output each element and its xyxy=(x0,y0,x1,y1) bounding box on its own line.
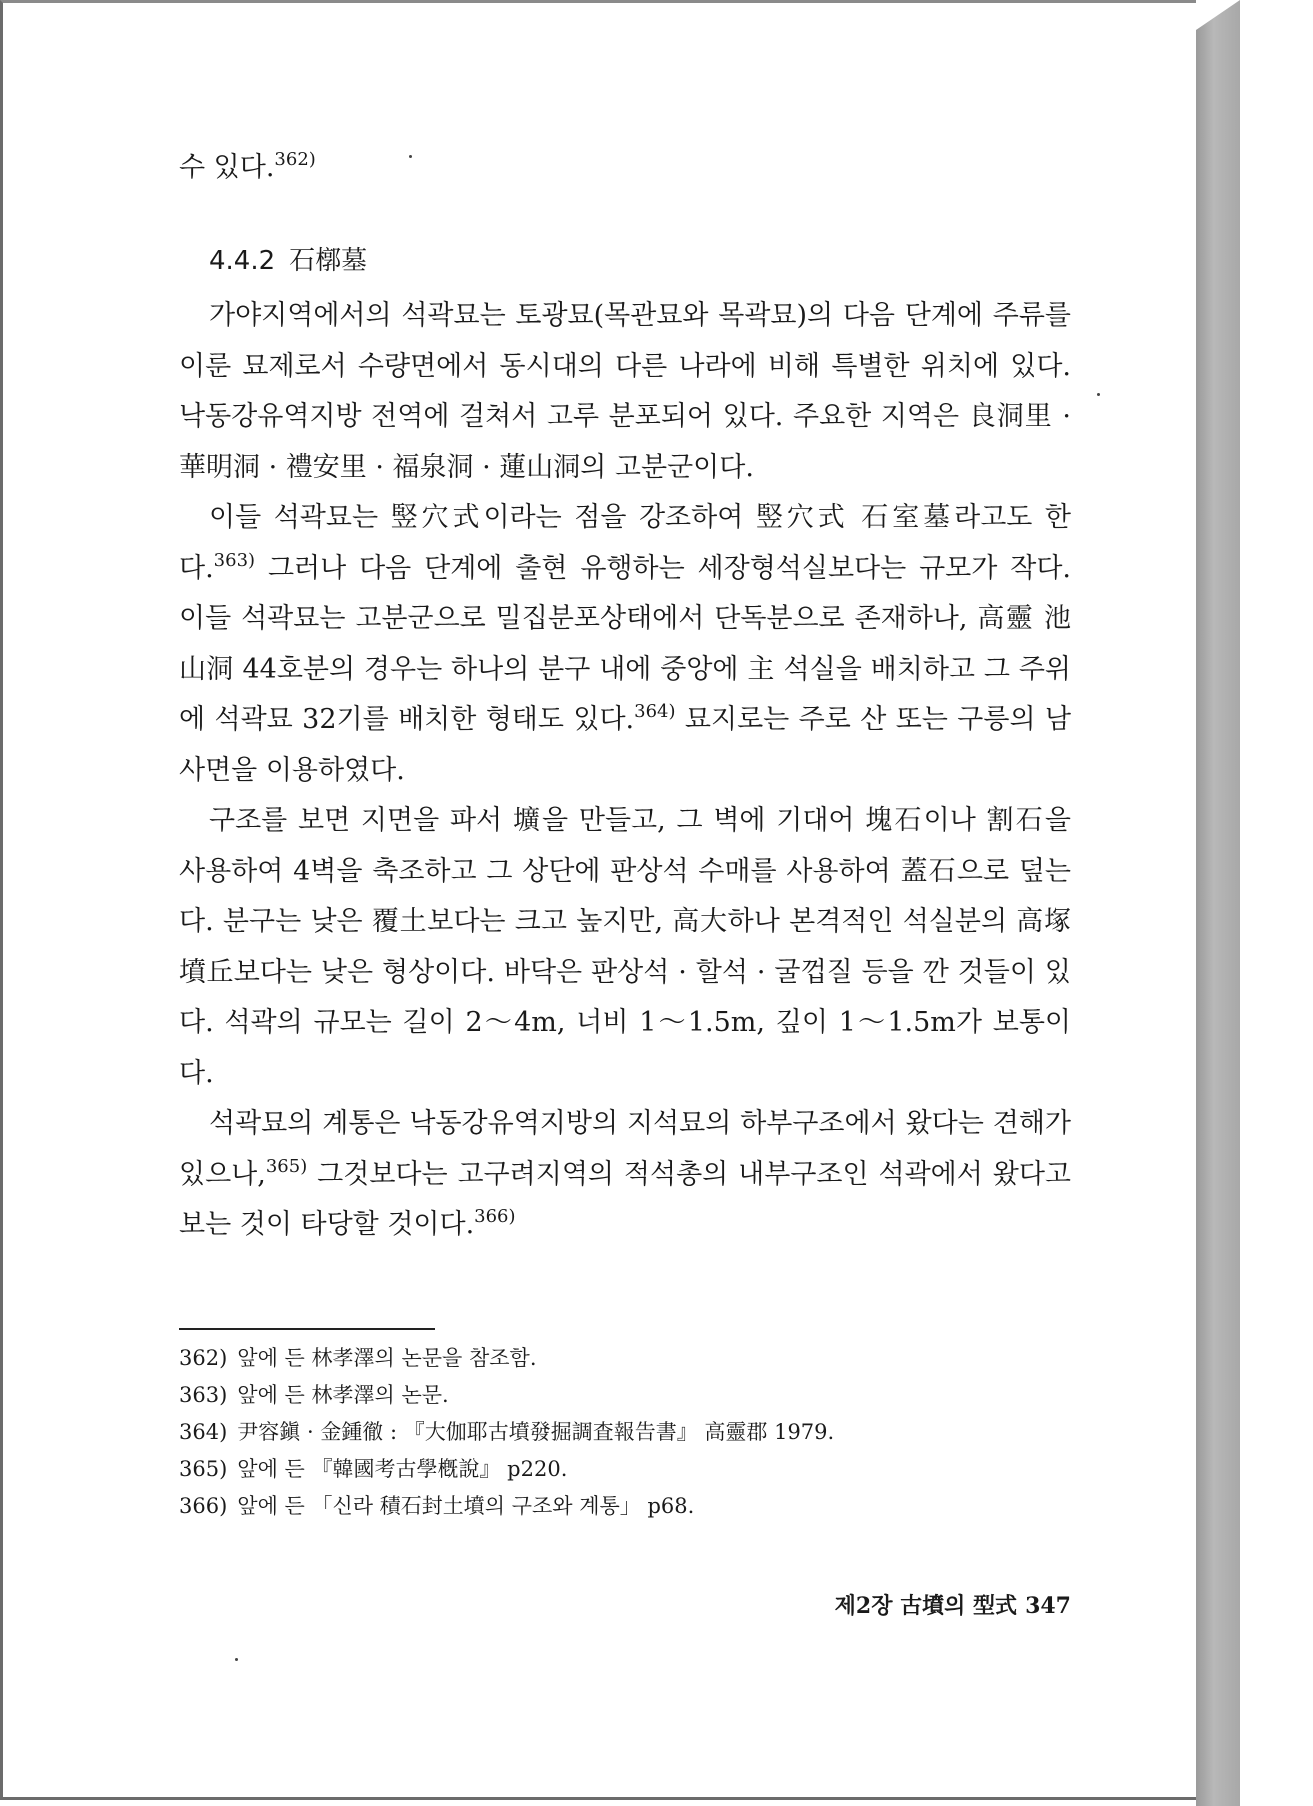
footnote-divider xyxy=(179,1328,435,1330)
footnote-number: 365) xyxy=(179,1457,228,1481)
footnote-number: 364) xyxy=(179,1420,228,1444)
footnote-item xyxy=(179,1414,1071,1451)
paragraph-text: 구조를 보면 지면을 파서 壙을 만들고, 그 벽에 기대어 塊石이나 割石을 사용하여 4벽을 축조하고 그 상단에 판상석 수매를 사용하여 蓋石으로 덮는다. 분구는 낮은 覆土보다는 크고 높지만, 高大하나 본격적인 석실분의 高塚墳丘보다는 낮은 형상이다. 바닥은 판상석 · 할석 · 굴껍질 등을 깐 것들이 있다. 석곽의 규모는 길이 2～4m, 너비 1～1.5m, 깊이 1～1.5m가 보통이다. xyxy=(179,805,1071,1089)
paragraph-text: 묘지로는 주로 산 또는 구릉의 남사면을 이용하였다. xyxy=(179,704,1072,786)
footnote-ref: 364) xyxy=(634,701,676,722)
footnote-number: 362) xyxy=(179,1346,228,1370)
page-number: 347 xyxy=(1025,1593,1071,1619)
page-stack-corner xyxy=(1196,0,1240,30)
section-heading xyxy=(209,241,367,281)
paragraph-text: 석곽묘의 계통은 낙동강유역지방의 지석묘의 하부구조에서 왔다는 견해가 있으나, xyxy=(179,1108,1071,1190)
section-number: 4.4.2 xyxy=(209,246,276,276)
footnote-ref: 363) xyxy=(213,549,256,571)
footnote-ref: 365) xyxy=(265,1155,308,1177)
paragraph-text: 이들 석곽묘는 竪穴式이라는 점을 강조하여 竪穴式 石室墓라고도 한다. xyxy=(179,502,1071,584)
body-paragraph xyxy=(179,1099,1071,1251)
scan-speck xyxy=(409,155,412,158)
opening-line-text: 수 있다. xyxy=(179,152,275,183)
body-paragraph xyxy=(179,291,1071,493)
scan-speck xyxy=(235,1658,238,1661)
footnotes xyxy=(179,1340,1071,1525)
body-paragraphs xyxy=(179,291,1071,1251)
chapter-title: 제2장 古墳의 型式 xyxy=(834,1593,1018,1619)
page-stack-edge xyxy=(1196,0,1240,1806)
opening-line xyxy=(179,143,1071,194)
paragraph-text: 가야지역에서의 석곽묘는 토광묘(목관묘와 목곽묘)의 다음 단계에 주류를 이룬 묘제로서 수량면에서 동시대의 다른 나라에 비해 특별한 위치에 있다. 낙동강유역지방 전역에 걸쳐서 고루 분포되어 있다. 주요한 지역은 良洞里 · 華明洞 · 禮安里 · 福泉洞 · 蓮山洞의 고분군이다. xyxy=(179,300,1071,483)
footnote-number: 366) xyxy=(179,1494,228,1518)
footnote-item xyxy=(179,1488,1071,1525)
footnote-item xyxy=(179,1340,1071,1377)
footnote-text: 앞에 든 『韓國考古學槪說』 p220. xyxy=(237,1457,568,1481)
body-paragraph xyxy=(179,493,1071,796)
running-footer xyxy=(763,1591,1071,1621)
footnote-ref: 362) xyxy=(274,149,316,170)
footnote-text: 앞에 든 林孝澤의 논문. xyxy=(237,1383,449,1407)
paragraph-text: 그러나 다음 단계에 출현 유행하는 세장형석실보다는 규모가 작다. 이들 석곽묘는 고분군으로 밀집분포상태에서 단독분으로 존재하나, 高靈 池山洞 44호분의 경우는 하나의 분구 내에 중앙에 主 석실을 배치하고 그 주위에 석곽묘 32기를 배치한 형태도 있다. xyxy=(179,552,1071,735)
section-title: 石槨墓 xyxy=(289,246,368,276)
footnote-item xyxy=(179,1377,1071,1414)
paragraph-text: 그것보다는 고구려지역의 적석총의 내부구조인 석곽에서 왔다고 보는 것이 타당할 것이다. xyxy=(179,1158,1071,1240)
footnote-text: 앞에 든 「신라 積石封土墳의 구조와 계통」 p68. xyxy=(237,1494,695,1518)
footnote-ref: 366) xyxy=(474,1206,516,1227)
footnote-item xyxy=(179,1451,1071,1488)
footnote-number: 363) xyxy=(179,1383,228,1407)
footnote-text: 尹容鎭 · 金鍾徹 : 『大伽耶古墳發掘調査報告書』 高靈郡 1979. xyxy=(237,1420,835,1444)
scan-speck xyxy=(1097,393,1100,396)
body-paragraph xyxy=(179,796,1071,1099)
footnote-text: 앞에 든 林孝澤의 논문을 참조함. xyxy=(237,1346,537,1370)
